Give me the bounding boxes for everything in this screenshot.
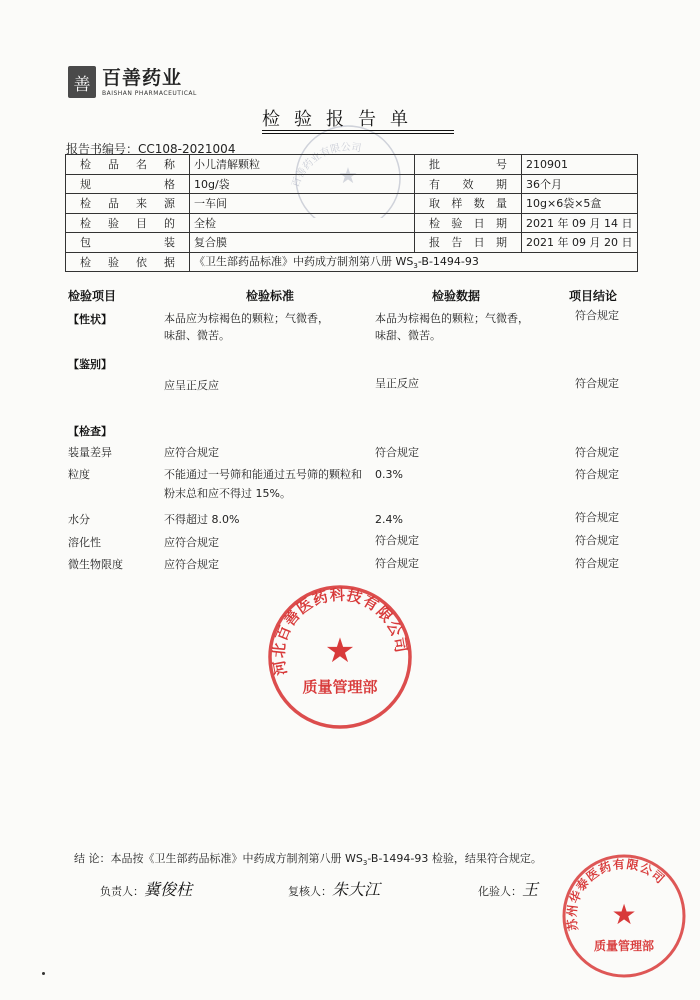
granularity-data: 0.3% (375, 468, 403, 481)
appearance-standard-1: 本品应为棕褐色的颗粒；气微香， (164, 312, 329, 325)
corner-stamp-star-icon: ★ (611, 898, 637, 931)
source-label: 检品来源 (66, 194, 190, 214)
table-row (66, 213, 638, 233)
package-value: 复合膜 (190, 233, 415, 253)
svg-text:河北百善医药科技有限公司: 河北百善医药科技有限公司 (269, 585, 411, 677)
company-logo (68, 66, 197, 98)
document-title: 检验报告单 (262, 109, 422, 130)
responsible-handwriting: 冀俊柱 (144, 880, 193, 899)
identification-standard: 应呈正反应 (164, 379, 219, 392)
section-identification: 【鉴别】 (68, 358, 112, 371)
weight-standard: 应符合规定 (164, 446, 219, 459)
responsible-signature (100, 877, 192, 900)
report-date-value: 2021 年 09 月 20 日 (522, 233, 638, 253)
svg-text:质量管理部: 质量管理部 (302, 678, 378, 696)
svg-text:百善药业有限公司: 百善药业有限公司 (290, 142, 362, 190)
granularity-standard-2: 粉末总和应不得过 15%。 (164, 487, 291, 500)
microbial-data: 符合规定 (375, 557, 419, 570)
weight-data: 符合规定 (375, 446, 419, 459)
granularity-standard-1: 不能通过一号筛和能通过五号筛的颗粒和 (164, 468, 362, 481)
product-name-value: 小儿清解颗粒 (190, 155, 415, 175)
section-appearance: 【性状】 (68, 313, 112, 326)
appearance-standard-2: 味甜、微苦。 (164, 329, 230, 342)
identification-result: 符合规定 (575, 377, 619, 390)
moisture-result: 符合规定 (575, 511, 619, 524)
col-header-conclusion: 项目结论 (569, 289, 618, 303)
tester-signature (478, 877, 538, 900)
col-header-data: 检验数据 (432, 289, 481, 303)
svg-text:苏州华泰医药有限公司: 苏州华泰医药有限公司 (564, 856, 668, 932)
report-date-label: 报告日期 (415, 233, 522, 253)
appearance-data-2: 味甜、微苦。 (375, 329, 441, 342)
basis-label: 检验依据 (66, 252, 190, 272)
col-header-item: 检验项目 (68, 289, 117, 303)
basis-main-text: 《卫生部药品标准》中药成方制剂第八册 WS (194, 255, 414, 269)
solubility-result: 符合规定 (575, 534, 619, 547)
source-value: 一车间 (190, 194, 415, 214)
moisture-standard: 不得超过 8.0% (164, 513, 240, 526)
appearance-data-1: 本品为棕褐色的颗粒；气微香， (375, 312, 529, 325)
logo-name-cn: 百善药业 (102, 66, 183, 89)
solubility-data: 符合规定 (375, 534, 419, 547)
weight-item: 装量差异 (68, 446, 112, 459)
report-number-value: CC108-2021004 (138, 142, 236, 156)
conclusion-part-1: 结 论：本品按《卫生部药品标准》中药成方制剂第八册 WS (74, 852, 363, 865)
table-row (66, 233, 638, 253)
page-mark (42, 972, 45, 975)
appearance-result: 符合规定 (575, 309, 619, 322)
table-row (66, 194, 638, 214)
sample-qty-label: 取样数量 (415, 194, 522, 214)
spec-value: 10g/袋 (190, 174, 415, 194)
tester-handwriting: 王 (522, 880, 539, 899)
svg-text:★: ★ (338, 164, 358, 189)
table-row (66, 174, 638, 194)
table-row (66, 155, 638, 175)
conclusion-text (74, 850, 542, 867)
title-underline (262, 130, 454, 131)
corner-quality-stamp (560, 852, 688, 980)
reviewer-handwriting: 朱大江 (332, 880, 381, 899)
batch-value: 210901 (522, 155, 638, 175)
section-inspection: 【检查】 (68, 425, 112, 438)
reviewer-signature (288, 877, 380, 900)
moisture-item: 水分 (68, 513, 90, 526)
svg-text:质量管理部: 质量管理部 (593, 939, 655, 953)
conclusion-subscript: 3 (362, 859, 368, 868)
table-row (66, 252, 638, 272)
col-header-standard: 检验标准 (246, 289, 295, 303)
solubility-standard: 应符合规定 (164, 536, 219, 549)
validity-value: 36个月 (522, 174, 638, 194)
quality-department-stamp (265, 582, 415, 732)
validity-label: 有效期 (415, 174, 522, 194)
logo-name-en: BAISHAN PHARMACEUTICAL (102, 89, 197, 97)
granularity-item: 粒度 (68, 468, 90, 481)
basis-value (190, 252, 638, 272)
weight-result: 符合规定 (575, 446, 619, 459)
moisture-data: 2.4% (375, 513, 403, 526)
reviewer-label: 复核人： (288, 885, 332, 898)
basis-subscript: 3 (413, 262, 418, 271)
solubility-item: 溶化性 (68, 536, 101, 549)
title-underline-2 (262, 133, 454, 134)
identification-data: 呈正反应 (375, 377, 419, 390)
microbial-standard: 应符合规定 (164, 558, 219, 571)
stamp-star-icon: ★ (324, 631, 356, 671)
granularity-result: 符合规定 (575, 468, 619, 481)
responsible-label: 负责人： (100, 885, 144, 898)
test-date-label: 检验日期 (415, 213, 522, 233)
logo-mark-icon: 善 (68, 66, 96, 98)
purpose-value: 全检 (190, 213, 415, 233)
sample-qty-value: 10g×6袋×5盒 (522, 194, 638, 214)
package-label: 包装 (66, 233, 190, 253)
microbial-item: 微生物限度 (68, 558, 123, 571)
basis-tail-text: -B-1494-93 (417, 255, 479, 269)
sample-info-table (65, 154, 638, 272)
purpose-label: 检验目的 (66, 213, 190, 233)
product-name-label: 检品名称 (66, 155, 190, 175)
microbial-result: 符合规定 (575, 557, 619, 570)
spec-label: 规格 (66, 174, 190, 194)
batch-label: 批号 (415, 155, 522, 175)
tester-label: 化验人： (478, 885, 522, 898)
conclusion-part-2: -B-1494-93 检验，结果符合规定。 (367, 852, 542, 865)
report-number-label: 报告书编号： (66, 142, 139, 156)
test-date-value: 2021 年 09 月 14 日 (522, 213, 638, 233)
